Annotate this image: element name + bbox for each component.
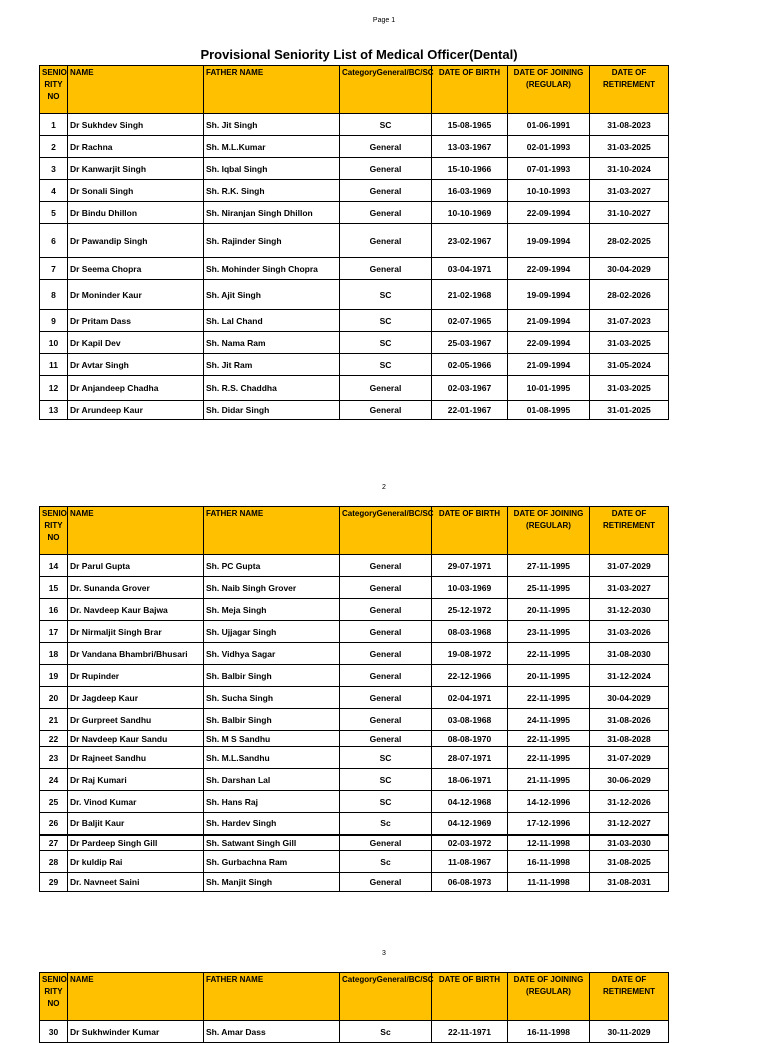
cell-father: Sh. PC Gupta — [204, 555, 340, 577]
cell-dor: 31-08-2026 — [590, 709, 669, 731]
cell-name: Dr Pawandip Singh — [68, 224, 204, 258]
header-dor: DATE OF RETIREMENT — [590, 66, 669, 114]
cell-dob: 02-07-1965 — [432, 310, 508, 332]
cell-name: Dr Bindu Dhillon — [68, 202, 204, 224]
cell-dor: 31-12-2027 — [590, 813, 669, 835]
cell-dor: 31-12-2026 — [590, 791, 669, 813]
table-row — [40, 577, 669, 599]
cell-category: General — [340, 258, 432, 280]
cell-dor: 31-03-2027 — [590, 180, 669, 202]
cell-father: Sh. Ajit Singh — [204, 280, 340, 310]
table-row — [40, 791, 669, 813]
cell-sno: 24 — [40, 769, 68, 791]
cell-category: SC — [340, 114, 432, 136]
cell-category: General — [340, 731, 432, 747]
cell-doj: 12-11-1998 — [508, 835, 590, 851]
header-sno: SENIO RITY NO — [40, 66, 68, 114]
seniority-table-page-3 — [39, 972, 669, 1043]
table-row — [40, 835, 669, 851]
cell-sno: 13 — [40, 401, 68, 420]
table-row — [40, 310, 669, 332]
cell-dor: 31-08-2023 — [590, 114, 669, 136]
cell-doj: 14-12-1996 — [508, 791, 590, 813]
cell-name: Dr Pardeep Singh Gill — [68, 835, 204, 851]
cell-father: Sh. Balbir Singh — [204, 665, 340, 687]
cell-doj: 22-11-1995 — [508, 731, 590, 747]
cell-name: Dr Arundeep Kaur — [68, 401, 204, 420]
table-row — [40, 709, 669, 731]
cell-name: Dr Sukhdev Singh — [68, 114, 204, 136]
header-father: FATHER NAME — [204, 973, 340, 1021]
cell-doj: 23-11-1995 — [508, 621, 590, 643]
table-row — [40, 851, 669, 873]
cell-dor: 31-12-2024 — [590, 665, 669, 687]
cell-father: Sh. Niranjan Singh Dhillon — [204, 202, 340, 224]
cell-dob: 04-12-1968 — [432, 791, 508, 813]
cell-name: Dr Kapil Dev — [68, 332, 204, 354]
cell-name: Dr Parul Gupta — [68, 555, 204, 577]
cell-name: Dr Navdeep Kaur Sandu — [68, 731, 204, 747]
cell-name: Dr. Navneet Saini — [68, 873, 204, 892]
cell-sno: 2 — [40, 136, 68, 158]
cell-father: Sh. Hans Raj — [204, 791, 340, 813]
cell-dob: 29-07-1971 — [432, 555, 508, 577]
header-dob: DATE OF BIRTH — [432, 973, 508, 1021]
cell-category: General — [340, 621, 432, 643]
cell-sno: 9 — [40, 310, 68, 332]
cell-sno: 16 — [40, 599, 68, 621]
cell-father: Sh. Hardev Singh — [204, 813, 340, 835]
table-row — [40, 643, 669, 665]
table-row — [40, 280, 669, 310]
cell-father: Sh. Lal Chand — [204, 310, 340, 332]
cell-sno: 22 — [40, 731, 68, 747]
cell-category: General — [340, 136, 432, 158]
cell-dor: 31-03-2030 — [590, 835, 669, 851]
cell-sno: 4 — [40, 180, 68, 202]
cell-dob: 04-12-1969 — [432, 813, 508, 835]
cell-father: Sh. R.K. Singh — [204, 180, 340, 202]
header-dob: DATE OF BIRTH — [432, 507, 508, 555]
cell-doj: 16-11-1998 — [508, 1021, 590, 1043]
document-title: Provisional Seniority List of Medical Officer(Dental) — [200, 47, 518, 62]
cell-doj: 01-08-1995 — [508, 401, 590, 420]
seniority-table-page-2 — [39, 506, 669, 892]
cell-category: SC — [340, 310, 432, 332]
cell-category: General — [340, 577, 432, 599]
cell-father: Sh. Satwant Singh Gill — [204, 835, 340, 851]
cell-category: General — [340, 158, 432, 180]
cell-father: Sh. R.S. Chaddha — [204, 376, 340, 401]
cell-dor: 30-11-2029 — [590, 1021, 669, 1043]
cell-father: Sh. M.L.Sandhu — [204, 747, 340, 769]
cell-doj: 11-11-1998 — [508, 873, 590, 892]
header-doj: DATE OF JOINING (REGULAR) — [508, 973, 590, 1021]
cell-father: Sh. Jit Singh — [204, 114, 340, 136]
cell-father: Sh. Iqbal Singh — [204, 158, 340, 180]
cell-father: Sh. M.L.Kumar — [204, 136, 340, 158]
cell-dob: 06-08-1973 — [432, 873, 508, 892]
cell-sno: 5 — [40, 202, 68, 224]
page-label-1: Page 1 — [372, 17, 396, 24]
cell-sno: 3 — [40, 158, 68, 180]
cell-doj: 20-11-1995 — [508, 599, 590, 621]
header-name: NAME — [68, 973, 204, 1021]
table-row — [40, 180, 669, 202]
table-row — [40, 599, 669, 621]
cell-dob: 15-08-1965 — [432, 114, 508, 136]
cell-name: Dr Anjandeep Chadha — [68, 376, 204, 401]
cell-category: General — [340, 687, 432, 709]
cell-name: Dr Rachna — [68, 136, 204, 158]
cell-dor: 31-07-2029 — [590, 555, 669, 577]
cell-dor: 31-03-2026 — [590, 621, 669, 643]
header-father: FATHER NAME — [204, 507, 340, 555]
cell-father: Sh. Rajinder Singh — [204, 224, 340, 258]
header-category: CategoryGeneral/BC/SC — [340, 507, 432, 555]
table-row — [40, 376, 669, 401]
cell-category: General — [340, 555, 432, 577]
cell-category: General — [340, 873, 432, 892]
table-row — [40, 769, 669, 791]
header-name: NAME — [68, 66, 204, 114]
cell-category: SC — [340, 354, 432, 376]
cell-dob: 21-02-1968 — [432, 280, 508, 310]
cell-dob: 13-03-1967 — [432, 136, 508, 158]
table-row — [40, 354, 669, 376]
cell-dob: 25-03-1967 — [432, 332, 508, 354]
cell-dob: 02-03-1972 — [432, 835, 508, 851]
cell-dor: 31-03-2027 — [590, 577, 669, 599]
cell-category: General — [340, 224, 432, 258]
cell-name: Dr Pritam Dass — [68, 310, 204, 332]
page-label-3: 3 — [382, 950, 386, 957]
cell-dob: 22-01-1967 — [432, 401, 508, 420]
cell-name: Dr. Sunanda Grover — [68, 577, 204, 599]
cell-father: Sh. Nama Ram — [204, 332, 340, 354]
cell-name: Dr kuldip Rai — [68, 851, 204, 873]
cell-sno: 18 — [40, 643, 68, 665]
cell-dob: 03-08-1968 — [432, 709, 508, 731]
cell-father: Sh. Meja Singh — [204, 599, 340, 621]
cell-dor: 28-02-2025 — [590, 224, 669, 258]
cell-doj: 19-09-1994 — [508, 280, 590, 310]
table-row — [40, 258, 669, 280]
cell-doj: 22-11-1995 — [508, 687, 590, 709]
cell-name: Dr Rajneet Sandhu — [68, 747, 204, 769]
cell-dor: 30-06-2029 — [590, 769, 669, 791]
cell-dob: 23-02-1967 — [432, 224, 508, 258]
cell-dor: 31-10-2027 — [590, 202, 669, 224]
cell-father: Sh. Naib Singh Grover — [204, 577, 340, 599]
table-row — [40, 731, 669, 747]
cell-father: Sh. M S Sandhu — [204, 731, 340, 747]
cell-name: Dr Sukhwinder Kumar — [68, 1021, 204, 1043]
cell-dor: 31-07-2023 — [590, 310, 669, 332]
cell-doj: 17-12-1996 — [508, 813, 590, 835]
table-row — [40, 665, 669, 687]
header-dor: DATE OF RETIREMENT — [590, 973, 669, 1021]
cell-category: General — [340, 202, 432, 224]
cell-sno: 6 — [40, 224, 68, 258]
cell-dob: 15-10-1966 — [432, 158, 508, 180]
header-father: FATHER NAME — [204, 66, 340, 114]
cell-category: Sc — [340, 813, 432, 835]
cell-dor: 31-10-2024 — [590, 158, 669, 180]
cell-category: SC — [340, 769, 432, 791]
cell-doj: 22-11-1995 — [508, 747, 590, 769]
cell-dor: 31-03-2025 — [590, 376, 669, 401]
cell-father: Sh. Manjit Singh — [204, 873, 340, 892]
cell-name: Dr. Navdeep Kaur Bajwa — [68, 599, 204, 621]
table-row — [40, 158, 669, 180]
cell-dob: 10-10-1969 — [432, 202, 508, 224]
cell-doj: 10-01-1995 — [508, 376, 590, 401]
page-label-2: 2 — [382, 484, 386, 491]
cell-dob: 18-06-1971 — [432, 769, 508, 791]
cell-name: Dr Sonali Singh — [68, 180, 204, 202]
cell-doj: 10-10-1993 — [508, 180, 590, 202]
cell-father: Sh. Vidhya Sagar — [204, 643, 340, 665]
cell-category: SC — [340, 747, 432, 769]
cell-sno: 11 — [40, 354, 68, 376]
cell-dor: 30-04-2029 — [590, 258, 669, 280]
header-name: NAME — [68, 507, 204, 555]
cell-category: Sc — [340, 851, 432, 873]
cell-name: Dr Jagdeep Kaur — [68, 687, 204, 709]
seniority-table-page-1 — [39, 65, 669, 420]
cell-doj: 19-09-1994 — [508, 224, 590, 258]
cell-doj: 24-11-1995 — [508, 709, 590, 731]
cell-dob: 19-08-1972 — [432, 643, 508, 665]
cell-category: SC — [340, 280, 432, 310]
cell-dor: 30-04-2029 — [590, 687, 669, 709]
cell-name: Dr. Vinod Kumar — [68, 791, 204, 813]
cell-doj: 22-09-1994 — [508, 332, 590, 354]
cell-dor: 31-01-2025 — [590, 401, 669, 420]
table-row — [40, 332, 669, 354]
cell-name: Dr Gurpreet Sandhu — [68, 709, 204, 731]
header-doj: DATE OF JOINING (REGULAR) — [508, 507, 590, 555]
table-row — [40, 747, 669, 769]
cell-sno: 15 — [40, 577, 68, 599]
cell-dob: 02-03-1967 — [432, 376, 508, 401]
cell-name: Dr Raj Kumari — [68, 769, 204, 791]
cell-dor: 31-08-2031 — [590, 873, 669, 892]
cell-category: General — [340, 599, 432, 621]
header-category: CategoryGeneral/BC/SC — [340, 66, 432, 114]
header-sno: SENIO RITY NO — [40, 507, 68, 555]
cell-dor: 31-12-2030 — [590, 599, 669, 621]
cell-doj: 21-09-1994 — [508, 354, 590, 376]
cell-category: SC — [340, 332, 432, 354]
cell-doj: 21-11-1995 — [508, 769, 590, 791]
cell-dob: 25-12-1972 — [432, 599, 508, 621]
header-dob: DATE OF BIRTH — [432, 66, 508, 114]
cell-dor: 31-08-2025 — [590, 851, 669, 873]
cell-category: General — [340, 643, 432, 665]
cell-dob: 22-12-1966 — [432, 665, 508, 687]
header-dor: DATE OF RETIREMENT — [590, 507, 669, 555]
cell-doj: 07-01-1993 — [508, 158, 590, 180]
header-category: CategoryGeneral/BC/SC — [340, 973, 432, 1021]
cell-doj: 25-11-1995 — [508, 577, 590, 599]
cell-sno: 12 — [40, 376, 68, 401]
cell-father: Sh. Sucha Singh — [204, 687, 340, 709]
cell-sno: 17 — [40, 621, 68, 643]
cell-father: Sh. Amar Dass — [204, 1021, 340, 1043]
table-row — [40, 202, 669, 224]
cell-sno: 28 — [40, 851, 68, 873]
cell-doj: 22-09-1994 — [508, 202, 590, 224]
cell-doj: 02-01-1993 — [508, 136, 590, 158]
cell-sno: 10 — [40, 332, 68, 354]
cell-dob: 03-04-1971 — [432, 258, 508, 280]
table-row — [40, 873, 669, 892]
table-row — [40, 621, 669, 643]
cell-sno: 30 — [40, 1021, 68, 1043]
header-doj: DATE OF JOINING (REGULAR) — [508, 66, 590, 114]
table-row — [40, 813, 669, 835]
cell-doj: 16-11-1998 — [508, 851, 590, 873]
cell-sno: 20 — [40, 687, 68, 709]
cell-name: Dr Rupinder — [68, 665, 204, 687]
cell-doj: 22-09-1994 — [508, 258, 590, 280]
cell-sno: 23 — [40, 747, 68, 769]
cell-dob: 22-11-1971 — [432, 1021, 508, 1043]
cell-sno: 29 — [40, 873, 68, 892]
cell-sno: 7 — [40, 258, 68, 280]
cell-father: Sh. Darshan Lal — [204, 769, 340, 791]
cell-dor: 31-08-2028 — [590, 731, 669, 747]
cell-dob: 02-04-1971 — [432, 687, 508, 709]
cell-dor: 31-03-2025 — [590, 136, 669, 158]
cell-sno: 14 — [40, 555, 68, 577]
cell-sno: 21 — [40, 709, 68, 731]
cell-category: General — [340, 180, 432, 202]
cell-doj: 21-09-1994 — [508, 310, 590, 332]
cell-father: Sh. Gurbachna Ram — [204, 851, 340, 873]
cell-sno: 25 — [40, 791, 68, 813]
cell-doj: 27-11-1995 — [508, 555, 590, 577]
cell-sno: 26 — [40, 813, 68, 835]
cell-name: Dr Baljit Kaur — [68, 813, 204, 835]
cell-name: Dr Moninder Kaur — [68, 280, 204, 310]
cell-category: General — [340, 665, 432, 687]
cell-doj: 01-06-1991 — [508, 114, 590, 136]
cell-doj: 20-11-1995 — [508, 665, 590, 687]
cell-dob: 02-05-1966 — [432, 354, 508, 376]
cell-dor: 31-07-2029 — [590, 747, 669, 769]
cell-category: General — [340, 401, 432, 420]
cell-doj: 22-11-1995 — [508, 643, 590, 665]
cell-category: Sc — [340, 1021, 432, 1043]
cell-dob: 08-08-1970 — [432, 731, 508, 747]
cell-category: General — [340, 835, 432, 851]
cell-father: Sh. Balbir Singh — [204, 709, 340, 731]
cell-father: Sh. Didar Singh — [204, 401, 340, 420]
cell-dor: 31-05-2024 — [590, 354, 669, 376]
cell-dor: 31-03-2025 — [590, 332, 669, 354]
table-row — [40, 136, 669, 158]
cell-father: Sh. Ujjagar Singh — [204, 621, 340, 643]
cell-dor: 31-08-2030 — [590, 643, 669, 665]
cell-sno: 27 — [40, 835, 68, 851]
cell-sno: 8 — [40, 280, 68, 310]
table-row — [40, 114, 669, 136]
cell-name: Dr Kanwarjit Singh — [68, 158, 204, 180]
cell-father: Sh. Jit Ram — [204, 354, 340, 376]
cell-name: Dr Vandana Bhambri/Bhusari — [68, 643, 204, 665]
table-row — [40, 401, 669, 420]
cell-dor: 28-02-2026 — [590, 280, 669, 310]
cell-category: SC — [340, 791, 432, 813]
cell-name: Dr Nirmaljit Singh Brar — [68, 621, 204, 643]
cell-father: Sh. Mohinder Singh Chopra — [204, 258, 340, 280]
cell-dob: 10-03-1969 — [432, 577, 508, 599]
cell-name: Dr Avtar Singh — [68, 354, 204, 376]
cell-category: General — [340, 376, 432, 401]
cell-dob: 16-03-1969 — [432, 180, 508, 202]
cell-category: General — [340, 709, 432, 731]
cell-dob: 11-08-1967 — [432, 851, 508, 873]
header-sno: SENIO RITY NO — [40, 973, 68, 1021]
cell-dob: 08-03-1968 — [432, 621, 508, 643]
cell-sno: 1 — [40, 114, 68, 136]
table-row — [40, 224, 669, 258]
cell-dob: 28-07-1971 — [432, 747, 508, 769]
cell-sno: 19 — [40, 665, 68, 687]
table-row — [40, 687, 669, 709]
table-row — [40, 555, 669, 577]
cell-name: Dr Seema Chopra — [68, 258, 204, 280]
